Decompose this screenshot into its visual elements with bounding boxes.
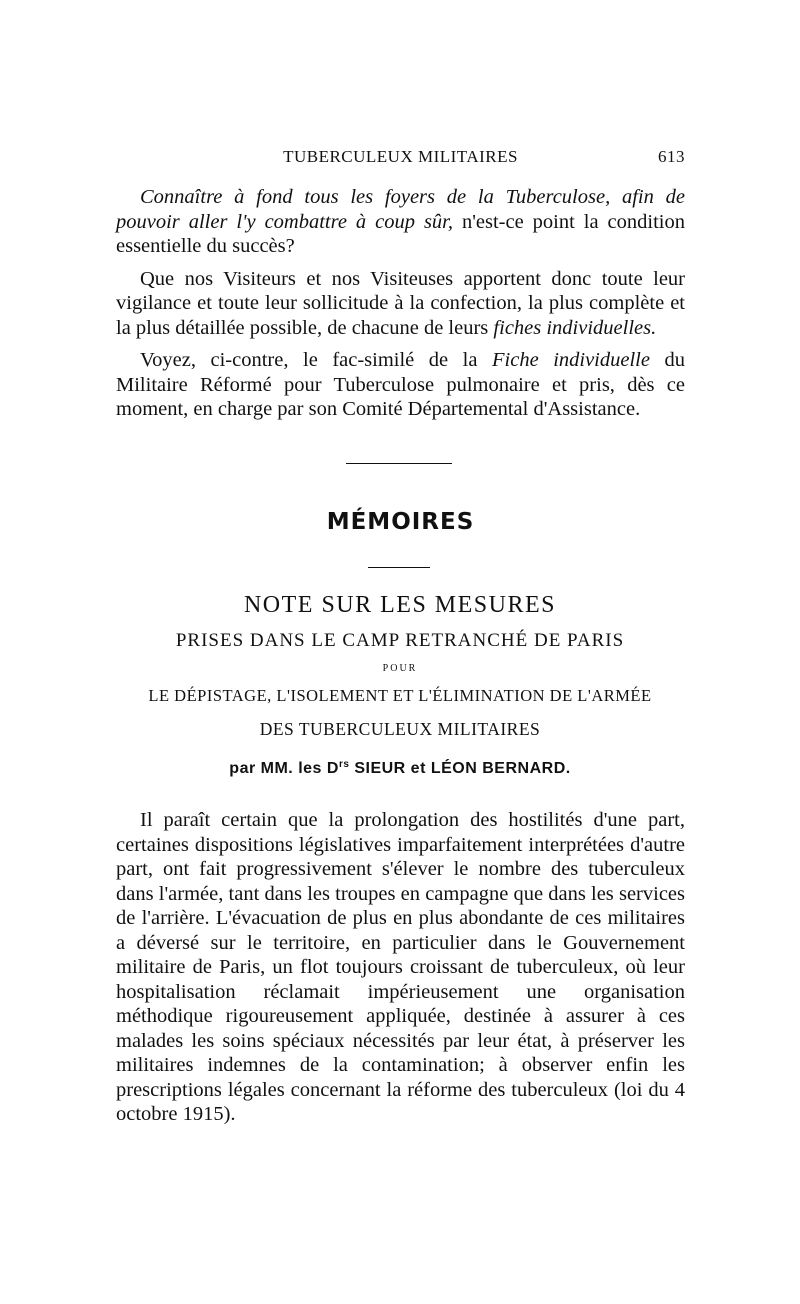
intro-paragraph-1: [116, 185, 685, 259]
article-subtitle-2: LE DÉPISTAGE, L'ISOLEMENT ET L'ÉLIMINATION DE L'ARMÉE: [148, 686, 652, 705]
intro-p3-text-1: Voyez, ci-contre, le fac-similé de la: [140, 349, 492, 371]
intro-p2-text: Que nos Visiteurs et nos Visiteuses apportent donc toute leur vigilance et toute leur sollicitude à la confection, la plus complète et la plus détaillée possible, de chacune de leurs: [116, 267, 685, 339]
article-title: NOTE SUR LES MESURES: [243, 592, 557, 618]
intro-text: [116, 185, 685, 422]
section-title: MÉMOIRES: [326, 509, 475, 535]
intro-p1-italic: Connaître à fond tous les foyers de la Tuberculose, afin de pouvoir aller l'y combattre à coup sûr,: [116, 186, 685, 233]
byline-authors: SIEUR et LÉON BERNARD.: [349, 760, 571, 777]
intro-p3-italic: Fiche individuelle: [492, 349, 650, 371]
running-header: [116, 147, 685, 173]
intro-paragraph-2: [116, 267, 685, 341]
article-byline: [100, 759, 700, 778]
article-body-paragraph: Il paraît certain que la prolongation des hostilités d'une part, certaines dispositions législatives imparfaitement interprétées d'autre part, ont fait progressivement s'élever le nombre des tuberculeux dans l'armée, tant dans les troupes en campagne que dans les services de l'arrière. L'évacuation de plus en plus abondante de ces militaires a déversé sur le territoire, en particulier dans le Gouvernement militaire de Paris, un flot toujours croissant de tuberculeux, où leur hospitalisation réclamait impérieusement une organisation méthodique rigoureusement appliquée, destinée à assurer à ces malades les soins spéciaux nécessités par leur état, à préserver les militaires indemnes de la contamination; à observer enfin les prescriptions légales concernant la réforme des tuberculeux (loi du 4 octobre 1915).: [116, 809, 685, 1125]
page-number: 613: [658, 147, 685, 166]
intro-paragraph-3: [116, 348, 685, 422]
article-subtitle-3: DES TUBERCULEUX MILITAIRES: [259, 719, 541, 739]
article-body: [116, 808, 685, 1127]
section-divider-bottom: [368, 567, 430, 568]
intro-p3-text-2: du Militaire Réformé pour Tuberculose pulmonaire et pris, dès ce moment, en charge par son Comité Départemental d'Assistance.: [116, 349, 685, 420]
byline-prefix: par MM. les D: [229, 760, 339, 777]
byline-superscript: rs: [338, 759, 350, 770]
intro-p2-italic: fiches individuelles.: [493, 316, 657, 339]
article-pour: POUR: [382, 663, 418, 674]
running-title: TUBERCULEUX MILITAIRES: [283, 147, 518, 166]
article-subtitle-1: PRISES DANS LE CAMP RETRANCHÉ DE PARIS: [175, 630, 625, 651]
section-divider-top: [346, 463, 452, 464]
intro-p1-text: n'est-ce point la condition essentielle du succès?: [116, 210, 685, 257]
